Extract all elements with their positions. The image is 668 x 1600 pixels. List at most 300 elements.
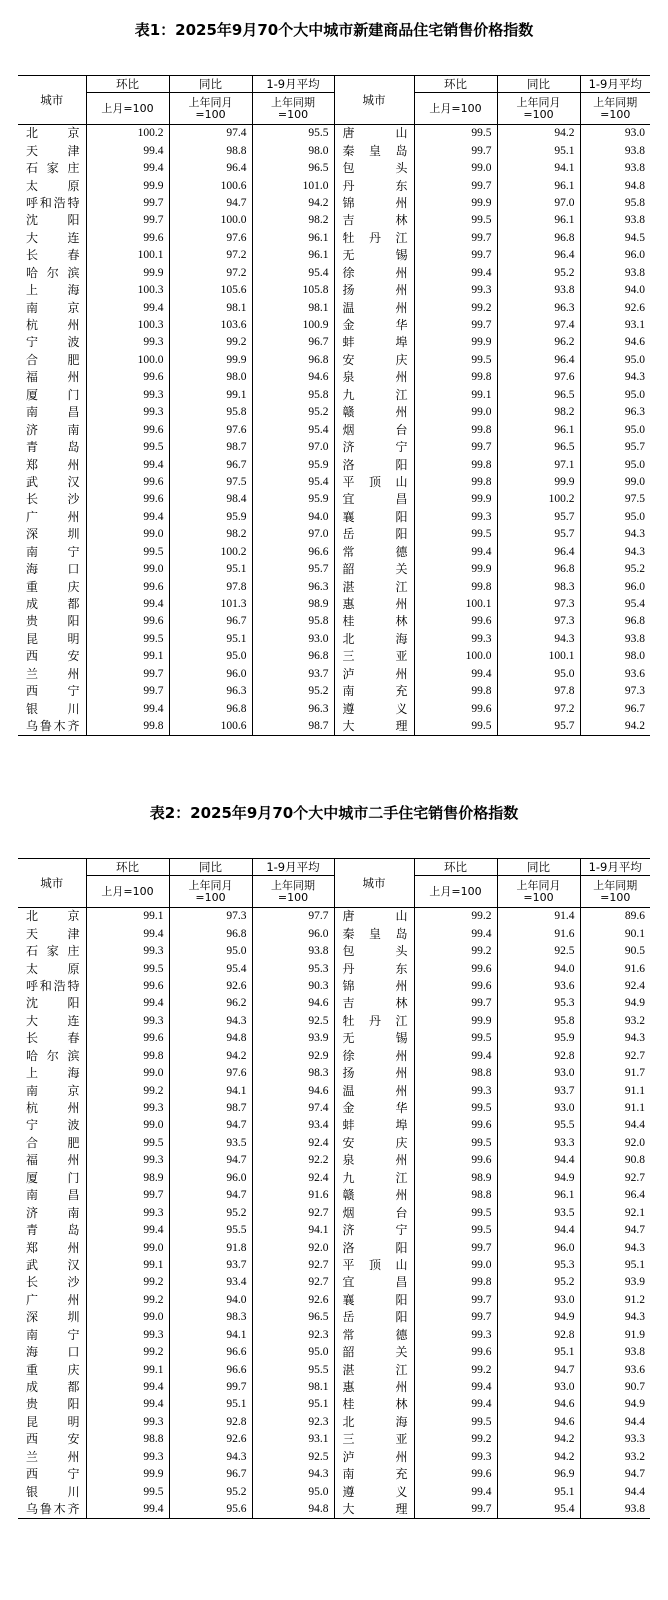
- yoy-value: 95.7: [497, 526, 580, 543]
- yoy-value: 99.1: [169, 387, 252, 404]
- table-row: [18, 1222, 650, 1239]
- yoy-value: 94.3: [169, 1013, 252, 1030]
- yoy-value: 98.8: [169, 142, 252, 159]
- avg-value: 95.8: [580, 195, 650, 212]
- avg-value: 93.1: [252, 1431, 334, 1448]
- city-name: 太原: [26, 961, 80, 976]
- avg-value: 96.8: [252, 648, 334, 665]
- table-row: [18, 995, 650, 1012]
- mom-value: 99.0: [414, 404, 497, 421]
- mom-value: 99.6: [86, 230, 169, 247]
- yoy-value: 96.0: [169, 666, 252, 683]
- avg-value: 94.6: [580, 334, 650, 351]
- mom-value: 98.9: [414, 1170, 497, 1187]
- mom-value: 99.5: [86, 439, 169, 456]
- yoy-value: 95.5: [169, 1222, 252, 1239]
- city-name: 天津: [26, 143, 80, 158]
- table-row: [18, 177, 650, 194]
- avg-value: 93.8: [580, 265, 650, 282]
- table-row: [18, 247, 650, 264]
- city-name: 徐州: [334, 265, 414, 282]
- yoy-value: 92.6: [169, 1431, 252, 1448]
- city-name: 平顶山: [334, 474, 414, 491]
- header-yoy: 同比: [497, 76, 580, 93]
- table-row: [18, 1501, 650, 1519]
- yoy-value: 96.9: [497, 1466, 580, 1483]
- yoy-value: 97.2: [497, 700, 580, 717]
- yoy-value: 97.6: [169, 1065, 252, 1082]
- city-name: 常德: [334, 1327, 414, 1344]
- mom-value: 99.7: [414, 1309, 497, 1326]
- avg-value: 94.5: [580, 230, 650, 247]
- avg-value: 93.6: [580, 666, 650, 683]
- yoy-value: 95.9: [497, 1030, 580, 1047]
- avg-value: 97.0: [252, 439, 334, 456]
- table-row: [18, 317, 650, 334]
- mom-value: 99.4: [86, 1379, 169, 1396]
- yoy-value: 92.8: [497, 1048, 580, 1065]
- avg-value: 94.7: [580, 1222, 650, 1239]
- avg-value: 96.4: [580, 1187, 650, 1204]
- table-row: [18, 960, 650, 977]
- mom-value: 99.0: [86, 526, 169, 543]
- city-name: 泸州: [334, 666, 414, 683]
- mom-value: 99.6: [414, 700, 497, 717]
- avg-value: 90.3: [252, 978, 334, 995]
- avg-value: 98.3: [252, 1065, 334, 1082]
- avg-value: 93.9: [252, 1030, 334, 1047]
- yoy-value: 93.5: [497, 1204, 580, 1221]
- avg-value: 92.0: [580, 1135, 650, 1152]
- avg-value: 91.2: [580, 1292, 650, 1309]
- city-name: 青岛: [26, 440, 80, 455]
- city-name: 大连: [26, 1013, 80, 1028]
- avg-value: 93.8: [580, 160, 650, 177]
- mom-value: 99.3: [86, 1013, 169, 1030]
- header-mom: 环比: [86, 76, 169, 93]
- mom-value: 99.6: [414, 978, 497, 995]
- avg-value: 94.4: [580, 1414, 650, 1431]
- city-name: 成都: [26, 597, 80, 612]
- avg-value: 92.6: [252, 1292, 334, 1309]
- yoy-value: 97.3: [497, 596, 580, 613]
- mom-value: 99.0: [86, 561, 169, 578]
- mom-value: 99.3: [86, 387, 169, 404]
- avg-value: 92.4: [252, 1135, 334, 1152]
- avg-value: 94.3: [580, 526, 650, 543]
- avg-value: 93.8: [580, 1501, 650, 1519]
- mom-value: 99.4: [86, 925, 169, 942]
- avg-value: 96.5: [252, 160, 334, 177]
- header-mom-base: 上月=100: [86, 93, 169, 125]
- yoy-value: 94.2: [497, 125, 580, 143]
- mom-value: 99.5: [414, 1204, 497, 1221]
- table-row: [18, 439, 650, 456]
- yoy-value: 96.6: [169, 1361, 252, 1378]
- city-name: 温州: [334, 299, 414, 316]
- mom-value: 99.6: [414, 1344, 497, 1361]
- city-name: 蚌埠: [334, 334, 414, 351]
- yoy-value: 94.6: [497, 1414, 580, 1431]
- table-row: [18, 1466, 650, 1483]
- yoy-value: 95.3: [497, 1257, 580, 1274]
- city-name: 西宁: [26, 1467, 80, 1482]
- table-row: [18, 1100, 650, 1117]
- table-row: [18, 142, 650, 159]
- yoy-value: 95.1: [169, 631, 252, 648]
- avg-value: 90.1: [580, 925, 650, 942]
- mom-value: 99.6: [86, 369, 169, 386]
- city-name: 无锡: [334, 1030, 414, 1047]
- city-name: 三亚: [334, 1431, 414, 1448]
- mom-value: 99.4: [414, 265, 497, 282]
- city-name: 牡丹江: [334, 230, 414, 247]
- yoy-value: 95.1: [497, 142, 580, 159]
- yoy-value: 94.1: [169, 1327, 252, 1344]
- city-name: 扬州: [334, 282, 414, 299]
- table-row: [18, 1117, 650, 1134]
- table-row: [18, 648, 650, 665]
- city-name: 合肥: [26, 352, 80, 367]
- mom-value: 99.6: [414, 1117, 497, 1134]
- city-name: 武汉: [26, 474, 80, 489]
- yoy-value: 97.6: [497, 369, 580, 386]
- mom-value: 98.8: [414, 1065, 497, 1082]
- avg-value: 95.2: [252, 404, 334, 421]
- header-yoy: 同比: [169, 76, 252, 93]
- header-yoy-base: 上年同月 =100: [169, 876, 252, 908]
- mom-value: 99.2: [86, 1274, 169, 1291]
- city-name: 长沙: [26, 1275, 80, 1290]
- yoy-value: 96.2: [497, 334, 580, 351]
- city-name: 九江: [334, 387, 414, 404]
- table-row: [18, 1396, 650, 1413]
- city-name: 赣州: [334, 1187, 414, 1204]
- city-name: 常德: [334, 544, 414, 561]
- table-row: [18, 1309, 650, 1326]
- header-yoy: 同比: [497, 859, 580, 876]
- city-name: 长沙: [26, 492, 80, 507]
- avg-value: 94.4: [580, 1117, 650, 1134]
- mom-value: 99.6: [414, 960, 497, 977]
- city-name: 北海: [334, 1414, 414, 1431]
- yoy-value: 93.5: [169, 1135, 252, 1152]
- avg-value: 96.3: [580, 404, 650, 421]
- avg-value: 96.5: [252, 1309, 334, 1326]
- yoy-value: 93.0: [497, 1379, 580, 1396]
- avg-value: 98.1: [252, 299, 334, 316]
- city-name: 深圳: [26, 527, 80, 542]
- city-name: 赣州: [334, 404, 414, 421]
- header-yoy: 同比: [169, 859, 252, 876]
- city-name: 丹东: [334, 177, 414, 194]
- city-name: 沈阳: [26, 996, 80, 1011]
- yoy-value: 96.7: [169, 456, 252, 473]
- city-name: 南充: [334, 1466, 414, 1483]
- avg-value: 96.0: [252, 925, 334, 942]
- header-city: 城市: [18, 859, 86, 908]
- city-name: 金华: [334, 317, 414, 334]
- table-row: [18, 1030, 650, 1047]
- city-name: 郑州: [26, 457, 80, 472]
- table-row: [18, 596, 650, 613]
- mom-value: 99.3: [86, 1449, 169, 1466]
- table-row: [18, 1065, 650, 1082]
- yoy-value: 103.6: [169, 317, 252, 334]
- mom-value: 99.6: [86, 613, 169, 630]
- header-mom-base: 上月=100: [414, 876, 497, 908]
- avg-value: 94.2: [252, 195, 334, 212]
- avg-value: 92.9: [252, 1048, 334, 1065]
- mom-value: 99.5: [414, 1135, 497, 1152]
- yoy-value: 96.1: [497, 421, 580, 438]
- avg-value: 91.9: [580, 1327, 650, 1344]
- city-name: 南昌: [26, 405, 80, 420]
- yoy-value: 93.8: [497, 282, 580, 299]
- mom-value: 99.6: [414, 613, 497, 630]
- table-row: [18, 631, 650, 648]
- avg-value: 95.0: [252, 1483, 334, 1500]
- mom-value: 99.4: [86, 456, 169, 473]
- yoy-value: 93.6: [497, 978, 580, 995]
- yoy-value: 92.8: [169, 1414, 252, 1431]
- yoy-value: 94.3: [497, 631, 580, 648]
- mom-value: 99.9: [414, 334, 497, 351]
- avg-value: 92.4: [580, 978, 650, 995]
- table-row: [18, 125, 650, 143]
- yoy-value: 99.7: [169, 1379, 252, 1396]
- mom-value: 99.4: [86, 596, 169, 613]
- mom-value: 99.0: [86, 1117, 169, 1134]
- city-name: 北京: [26, 909, 80, 924]
- avg-value: 91.1: [580, 1100, 650, 1117]
- avg-value: 94.3: [580, 1239, 650, 1256]
- avg-value: 92.0: [252, 1239, 334, 1256]
- mom-value: 100.3: [86, 317, 169, 334]
- city-name: 吉林: [334, 212, 414, 229]
- city-name: 兰州: [26, 1449, 80, 1464]
- mom-value: 99.7: [414, 439, 497, 456]
- avg-value: 93.2: [580, 1013, 650, 1030]
- table-row: [18, 299, 650, 316]
- avg-value: 96.3: [252, 700, 334, 717]
- city-name: 杭州: [26, 1101, 80, 1116]
- city-name: 广州: [26, 1292, 80, 1307]
- avg-value: 89.6: [580, 908, 650, 926]
- table-row: [18, 544, 650, 561]
- mom-value: 99.7: [414, 142, 497, 159]
- table1-title: 表1：2025年9月70个大中城市新建商品住宅销售价格指数: [134, 21, 534, 39]
- yoy-value: 94.9: [497, 1170, 580, 1187]
- mom-value: 99.3: [414, 509, 497, 526]
- city-name: 宁波: [26, 335, 80, 350]
- avg-value: 96.0: [580, 247, 650, 264]
- mom-value: 99.6: [86, 1030, 169, 1047]
- avg-value: 101.0: [252, 177, 334, 194]
- avg-value: 94.8: [580, 177, 650, 194]
- yoy-value: 96.2: [169, 995, 252, 1012]
- city-name: 宜昌: [334, 491, 414, 508]
- yoy-value: 97.6: [169, 421, 252, 438]
- mom-value: 99.2: [414, 1431, 497, 1448]
- mom-value: 99.4: [414, 1396, 497, 1413]
- city-name: 韶关: [334, 1344, 414, 1361]
- city-name: 秦皇岛: [334, 142, 414, 159]
- city-name: 金华: [334, 1100, 414, 1117]
- header-mom: 环比: [86, 859, 169, 876]
- yoy-value: 96.3: [497, 299, 580, 316]
- city-name: 济宁: [334, 1222, 414, 1239]
- new-housing-price-index-table: [18, 75, 650, 736]
- avg-value: 94.6: [252, 369, 334, 386]
- mom-value: 99.6: [414, 1152, 497, 1169]
- avg-value: 95.0: [580, 352, 650, 369]
- avg-value: 92.7: [580, 1048, 650, 1065]
- mom-value: 99.5: [414, 1222, 497, 1239]
- city-name: 重庆: [26, 579, 80, 594]
- yoy-value: 95.7: [497, 509, 580, 526]
- mom-value: 99.4: [86, 160, 169, 177]
- mom-value: 99.4: [86, 1501, 169, 1519]
- header-mom-base: 上月=100: [414, 93, 497, 125]
- yoy-value: 96.1: [497, 212, 580, 229]
- yoy-value: 96.4: [169, 160, 252, 177]
- header-avg-base: 上年同期 =100: [252, 93, 334, 125]
- avg-value: 98.7: [252, 718, 334, 736]
- mom-value: 99.9: [86, 265, 169, 282]
- yoy-value: 98.2: [497, 404, 580, 421]
- yoy-value: 95.8: [169, 404, 252, 421]
- avg-value: 94.8: [252, 1501, 334, 1519]
- city-name: 大理: [334, 718, 414, 736]
- yoy-value: 97.1: [497, 456, 580, 473]
- mom-value: 99.5: [414, 718, 497, 736]
- yoy-value: 97.2: [169, 265, 252, 282]
- avg-value: 93.8: [580, 212, 650, 229]
- avg-value: 97.7: [252, 908, 334, 926]
- table-row: [18, 1292, 650, 1309]
- yoy-value: 93.0: [497, 1100, 580, 1117]
- yoy-value: 91.6: [497, 925, 580, 942]
- table-row: [18, 1449, 650, 1466]
- city-name: 厦门: [26, 1170, 80, 1185]
- yoy-value: 93.7: [497, 1082, 580, 1099]
- city-name: 西安: [26, 1432, 80, 1447]
- mom-value: 99.4: [414, 1379, 497, 1396]
- header-avg: 1-9月平均: [580, 859, 650, 876]
- yoy-value: 100.6: [169, 718, 252, 736]
- city-name: 湛江: [334, 578, 414, 595]
- mom-value: 99.6: [86, 491, 169, 508]
- avg-value: 91.7: [580, 1065, 650, 1082]
- yoy-value: 94.4: [497, 1152, 580, 1169]
- table-row: [18, 1152, 650, 1169]
- mom-value: 100.1: [86, 247, 169, 264]
- avg-value: 93.0: [252, 631, 334, 648]
- mom-value: 99.7: [414, 177, 497, 194]
- mom-value: 99.7: [86, 1187, 169, 1204]
- avg-value: 96.1: [252, 230, 334, 247]
- mom-value: 99.9: [414, 561, 497, 578]
- table-row: [18, 1483, 650, 1500]
- yoy-value: 96.0: [497, 1239, 580, 1256]
- table-row: [18, 509, 650, 526]
- header-city: 城市: [334, 859, 414, 908]
- mom-value: 99.3: [86, 1414, 169, 1431]
- avg-value: 94.6: [252, 1082, 334, 1099]
- yoy-value: 93.3: [497, 1135, 580, 1152]
- city-name: 济南: [26, 1205, 80, 1220]
- city-name: 昆明: [26, 631, 80, 646]
- table-row: [18, 1379, 650, 1396]
- table-row: [18, 1187, 650, 1204]
- city-name: 安庆: [334, 1135, 414, 1152]
- avg-value: 92.5: [252, 1449, 334, 1466]
- table-row: [18, 908, 650, 926]
- yoy-value: 95.5: [497, 1117, 580, 1134]
- yoy-value: 95.1: [497, 1344, 580, 1361]
- city-name: 石家庄: [26, 944, 80, 959]
- mom-value: 99.4: [414, 544, 497, 561]
- city-name: 蚌埠: [334, 1117, 414, 1134]
- mom-value: 99.3: [86, 334, 169, 351]
- yoy-value: 98.0: [169, 369, 252, 386]
- mom-value: 99.3: [86, 1204, 169, 1221]
- yoy-value: 100.1: [497, 648, 580, 665]
- yoy-value: 96.1: [497, 1187, 580, 1204]
- city-name: 长春: [26, 1031, 80, 1046]
- avg-value: 97.4: [252, 1100, 334, 1117]
- yoy-value: 99.2: [169, 334, 252, 351]
- yoy-value: 94.2: [169, 1048, 252, 1065]
- mom-value: 99.5: [414, 1414, 497, 1431]
- yoy-value: 94.1: [497, 160, 580, 177]
- mom-value: 99.5: [414, 212, 497, 229]
- header-avg: 1-9月平均: [252, 859, 334, 876]
- avg-value: 92.7: [252, 1274, 334, 1291]
- mom-value: 99.5: [414, 526, 497, 543]
- city-name: 上海: [26, 283, 80, 298]
- yoy-value: 94.8: [169, 1030, 252, 1047]
- avg-value: 95.8: [252, 613, 334, 630]
- yoy-value: 95.2: [497, 265, 580, 282]
- yoy-value: 96.7: [169, 1466, 252, 1483]
- mom-value: 99.1: [86, 1361, 169, 1378]
- avg-value: 95.4: [252, 421, 334, 438]
- table-row: [18, 282, 650, 299]
- avg-value: 92.7: [252, 1257, 334, 1274]
- yoy-value: 96.8: [497, 561, 580, 578]
- yoy-value: 95.6: [169, 1501, 252, 1519]
- city-name: 安庆: [334, 352, 414, 369]
- avg-value: 93.1: [580, 317, 650, 334]
- avg-value: 94.2: [580, 718, 650, 736]
- avg-value: 95.4: [580, 596, 650, 613]
- mom-value: 99.1: [86, 908, 169, 926]
- header-yoy-base: 上年同月 =100: [169, 93, 252, 125]
- avg-value: 90.8: [580, 1152, 650, 1169]
- avg-value: 95.8: [252, 387, 334, 404]
- city-name: 重庆: [26, 1362, 80, 1377]
- mom-value: 99.3: [86, 943, 169, 960]
- yoy-value: 100.2: [169, 544, 252, 561]
- table-row: [18, 1274, 650, 1291]
- avg-value: 96.8: [252, 352, 334, 369]
- table-row: [18, 1431, 650, 1448]
- yoy-value: 96.0: [169, 1170, 252, 1187]
- mom-value: 99.2: [86, 1344, 169, 1361]
- city-name: 烟台: [334, 1204, 414, 1221]
